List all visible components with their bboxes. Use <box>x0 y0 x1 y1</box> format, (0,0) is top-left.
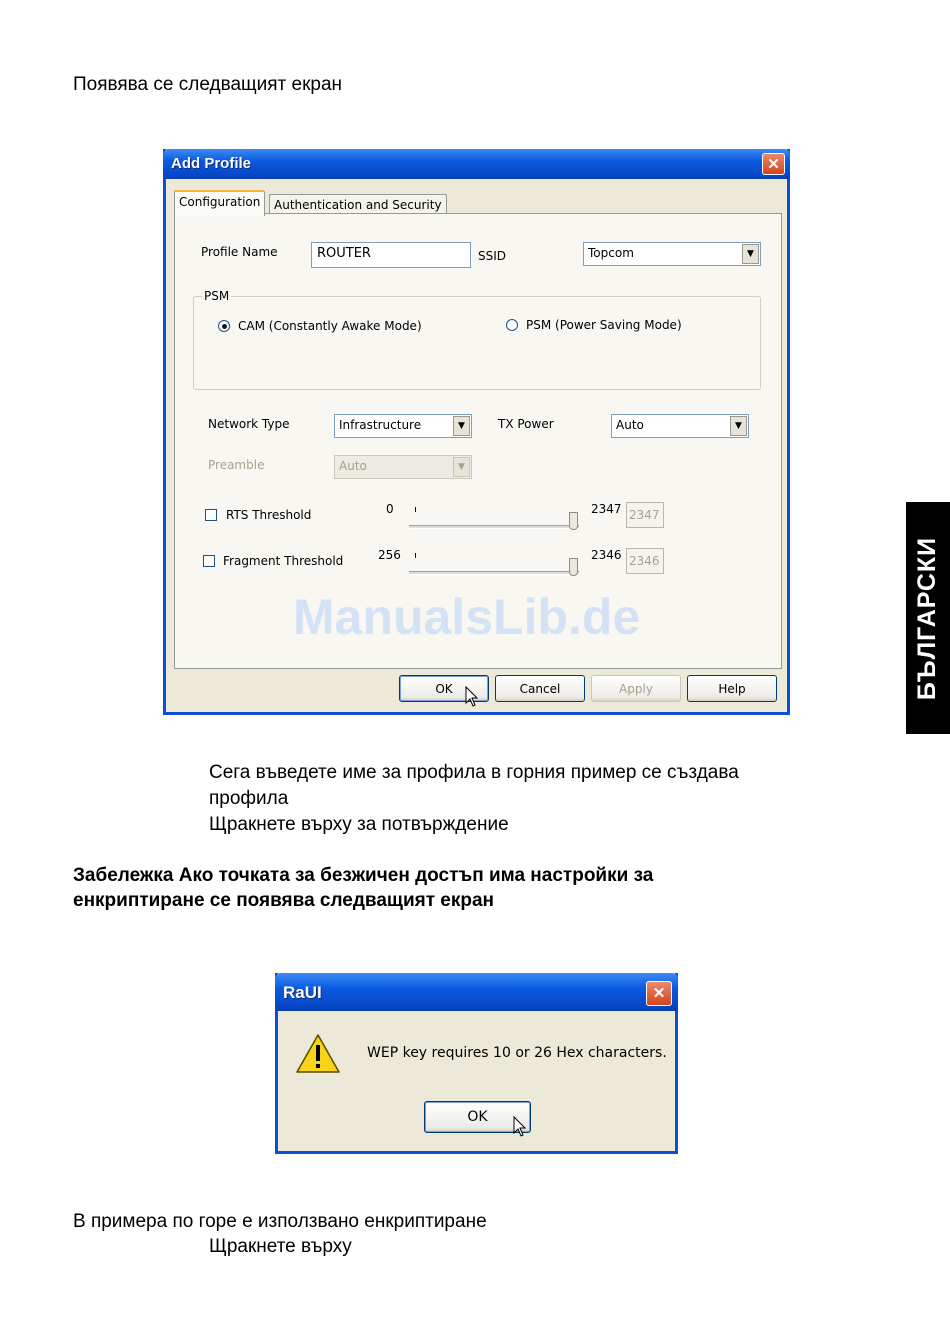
psm-groupbox <box>193 289 761 390</box>
ssid-label: SSID <box>478 249 507 263</box>
chevron-down-icon[interactable]: ▼ <box>453 416 470 436</box>
watermark-text: ManualsLib.de <box>293 589 641 645</box>
raui-titlebar[interactable] <box>275 973 678 1011</box>
mouse-pointer-icon <box>465 686 479 708</box>
profile-name-label: Profile Name <box>201 245 278 259</box>
psm-label: PSM (Power Saving Mode) <box>526 318 682 332</box>
rts-label: RTS Threshold <box>226 508 312 522</box>
network-type-label: Network Type <box>208 417 290 431</box>
rts-slider-track[interactable] <box>409 525 579 529</box>
psm-radio[interactable] <box>506 319 518 331</box>
configuration-panel <box>174 213 782 669</box>
close-icon[interactable]: ✕ <box>646 981 672 1006</box>
psm-group-label: PSM <box>204 289 230 303</box>
tab-authentication-security[interactable]: Authentication and Security <box>269 194 447 216</box>
cancel-button[interactable]: Cancel <box>495 675 585 702</box>
add-profile-title: Add Profile <box>171 155 252 172</box>
help-button[interactable]: Help <box>687 675 777 702</box>
raui-title: RaUI <box>283 983 322 1002</box>
language-side-tab <box>906 502 950 734</box>
rts-min-label: 0 <box>386 502 394 516</box>
warning-icon <box>295 1033 341 1075</box>
preamble-label: Preamble <box>208 458 265 472</box>
rts-slider-thumb[interactable] <box>569 512 578 530</box>
raui-dialog <box>275 973 678 1154</box>
fragment-max-label: 2346 <box>591 548 622 562</box>
apply-button[interactable]: Apply <box>591 675 681 702</box>
fragment-label: Fragment Threshold <box>223 554 344 568</box>
rts-min-tick <box>415 507 416 512</box>
add-profile-dialog <box>163 149 790 715</box>
network-type-combo[interactable] <box>334 414 472 438</box>
ok-button[interactable]: OK <box>399 675 489 702</box>
tx-power-value: Auto <box>616 418 644 432</box>
ssid-combo[interactable] <box>583 242 761 266</box>
fragment-min-label: 256 <box>378 548 401 562</box>
footer-line-2: Щракнете върху <box>209 1236 352 1257</box>
note-line-2: енкриптиране се появява следващият екран <box>73 890 495 911</box>
close-icon[interactable]: ✕ <box>762 153 785 175</box>
preamble-combo[interactable] <box>334 455 472 479</box>
raui-ok-button[interactable]: OK <box>424 1101 531 1133</box>
preamble-value: Auto <box>339 459 367 473</box>
mouse-pointer-icon <box>513 1116 527 1138</box>
instruction-line-2: профила <box>209 788 289 809</box>
fragment-min-tick <box>415 553 416 558</box>
note-line-1: Забележка Ако точката за безжичен достъп има настройки за <box>73 865 654 886</box>
cam-label: CAM (Constantly Awake Mode) <box>238 319 422 333</box>
raui-message: WEP key requires 10 or 26 Hex characters. <box>367 1045 667 1061</box>
chevron-down-icon[interactable]: ▼ <box>742 244 759 264</box>
add-profile-titlebar[interactable] <box>163 149 790 179</box>
instruction-line-3: Щракнете върху за потвърждение <box>209 814 509 835</box>
language-side-tab-label: БЪЛГАРСКИ <box>913 536 942 700</box>
cam-radio[interactable] <box>218 320 230 332</box>
tab-configuration[interactable]: Configuration <box>174 190 265 216</box>
tx-power-combo[interactable] <box>611 414 749 438</box>
fragment-value-field[interactable]: 2346 <box>626 548 664 574</box>
footer-line-1: В примера по горе е използвано енкриптиране <box>73 1211 487 1232</box>
fragment-slider-track[interactable] <box>409 571 579 575</box>
intro-text: Появява се следващият екран <box>73 74 343 95</box>
fragment-slider-thumb[interactable] <box>569 558 578 576</box>
chevron-down-icon: ▼ <box>453 457 470 477</box>
ssid-value: Topcom <box>588 246 634 260</box>
rts-max-label: 2347 <box>591 502 622 516</box>
network-type-value: Infrastructure <box>339 418 422 432</box>
instruction-line-1: Сега въведете име за профила в горния пример се създава <box>209 762 739 783</box>
tx-power-label: TX Power <box>498 417 554 431</box>
rts-value-field[interactable]: 2347 <box>626 502 664 528</box>
chevron-down-icon[interactable]: ▼ <box>730 416 747 436</box>
profile-name-input[interactable]: ROUTER <box>311 242 471 268</box>
rts-checkbox[interactable] <box>205 509 217 521</box>
fragment-checkbox[interactable] <box>203 555 215 567</box>
